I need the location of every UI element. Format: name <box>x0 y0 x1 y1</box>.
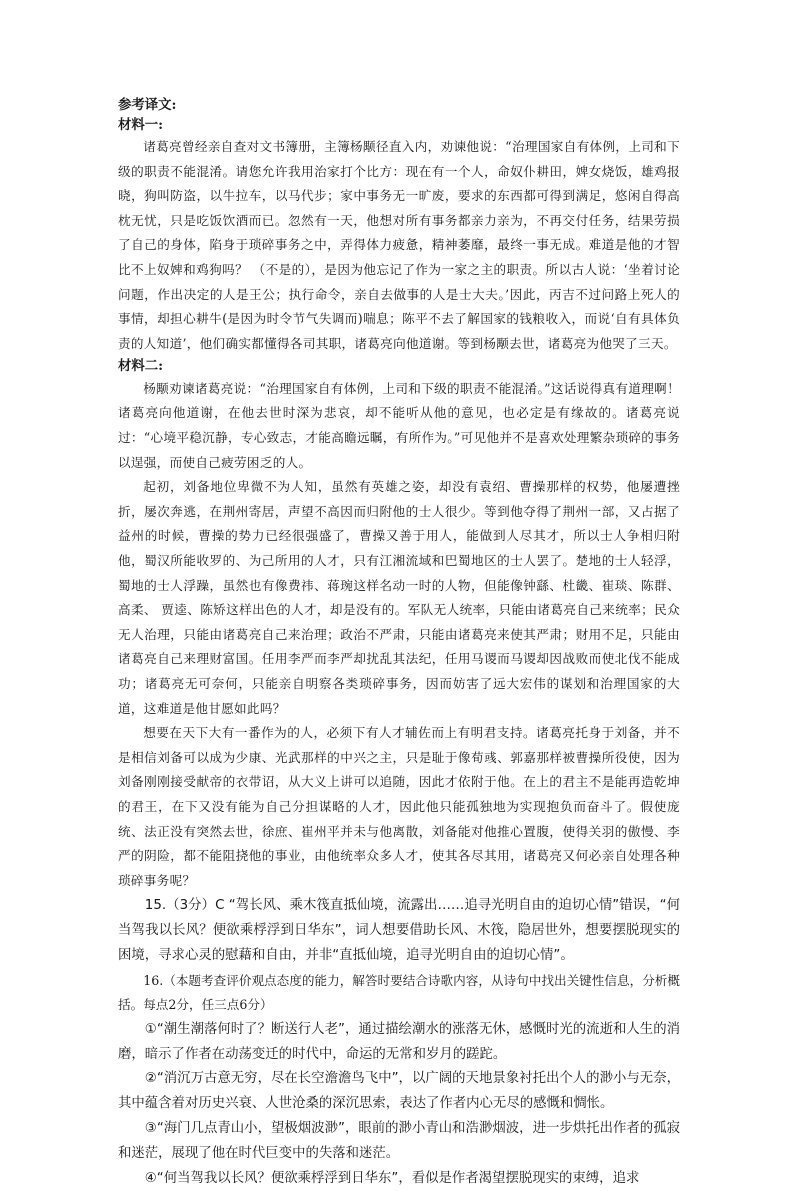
answer-16-point: ③“海门几点青山小，望极烟波渺”，眼前的渺小青山和浩渺烟波，进一步烘托出作者的孤寂和迷茫，展现了他在时代巨变中的失落和迷茫。 <box>118 1121 680 1161</box>
material-two-paragraph: 起初，刘备地位卑微不为人知，虽然有英雄之姿，却没有袁绍、曹操那样的权势，他屡遭挫折，屡次奔逃，在荆州寄居，声望不高因而归附他的士人很少。等到他夺得了荆州一部，又占据了益州的时候，曹操的势力已经很强盛了，曹操又善于用人，能做到人尽其才，所以士人争相归附他，蜀汉所能收罗的、为己所用的人才，只有江湘流域和巴蜀地区的士人罢了。楚地的士人轻浮，蜀地的士人浮躁，虽然也有像费祎、蒋琬这样名动一时的人物，但能像钟繇、杜畿、崔琰、陈群、 高柔、 贾逵、陈矫这样出色的人才，却是没有的。军队无人统率，只能由诸葛亮自己来统率；民众无人治理，只能由诸葛亮自己来治理；政治不严肃，只能由诸葛亮来使其严肃；财用不足，只能由诸葛亮自己来理财富国。任用李严而李严却扰乱其法纪，任用马谡而马谡却因战败而使北伐不能成功；诸葛亮无可奈何，只能亲自明察各类琐碎事务，因而妨害了远大宏伟的谋划和治理国家的大道，这难道是他甘愿如此吗？ <box>118 479 680 716</box>
answer-16-point: ④“何当驾我以长风？便欲乘桴浮到日华东”，看似是作者渴望摆脱现实的束缚，追求 <box>144 1170 640 1186</box>
material-two-title: 材料二: <box>118 358 164 375</box>
material-two-paragraph: 杨颙劝谏诸葛亮说：“治理国家自有体例，上司和下级的职责不能混淆。”这话说得真有道理啊！诸葛亮向他道谢，在他去世时深为悲哀，却不能听从他的意见，也必定是有缘故的。诸葛亮说过：“心境平稳沉静，专心致志，才能高瞻远瞩，有所作为。”可见他并不是喜欢处理繁杂琐碎的事务以逞强，而使自己疲劳困乏的人。 <box>118 380 680 470</box>
reference-translation-heading: 参考译文: <box>118 97 177 113</box>
material-one-paragraph: 诸葛亮曾经亲自查对文书簿册，主簿杨颙径直入内，劝谏他说：“治理国家自有体例，上司和下级的职责不能混淆。请您允许我用治家打个比方：现在有一个人，命奴仆耕田，婢女烧饭，雄鸡报晓，狗叫防盗，以牛拉车，以马代步；家中事务无一旷废，要求的东西都可得到满足，悠闲自得高枕无忧，只是吃饭饮酒而已。忽然有一天，他想对所有事务都亲力亲为，不再交付任务，结果劳损了自己的身体，陷身于琐碎事务之中，弄得体力疲惫，精神萎靡，最终一事无成。难道是他的才智比不上奴婢和鸡狗吗？ （不是的），是因为他忘记了作为一家之主的职责。所以古人说：‘坐着讨论问题，作出决定的人是王公；执行命令，亲自去做事的人是士大夫。’因此，丙吉不过问路上死人的事情，却担心耕牛(是因为时令节气失调而)喘息；陈平不去了解国家的钱粮收入，而说‘自有具体负责的人知道’，他们确实都懂得各司其职，诸葛亮向他道谢。等到杨颙去世，诸葛亮为他哭了三天。 <box>118 139 680 351</box>
material-one-title: 材料一: <box>118 116 164 133</box>
material-two-paragraph: 想要在天下大有一番作为的人，必须下有人才辅佐而上有明君支持。诸葛亮托身于刘备，并不是相信刘备可以成为少康、光武那样的中兴之主，只是耻于像荀彧、郭嘉那样被曹操所役使，因为刘备刚刚接受献帝的衣带诏，从大义上讲可以追随，因此才依附于他。在上的君主不是能再造乾坤的君王，在下又没有能为自己分担谋略的人才，因此他只能孤独地为实现抱负而奋斗了。假使庞统、法正没有突然去世，徐庶、崔州平并未与他离散，刘备能对他推心置腹，使得关羽的傲慢、李严的阴险，都不能阻挠他的事业，由他统率众多人才，使其各尽其用，诸葛亮又何必亲自处理各种琐碎事务呢？ <box>118 725 680 888</box>
answer-16-point: ②“消沉万古意无穷，尽在长空澹澹鸟飞中”，以广阔的天地景象衬托出个人的渺小与无奈，其中蕴含着对历史兴衰、人世沧桑的深沉思索，表达了作者内心无尽的感慨和惆怅。 <box>118 1071 680 1112</box>
answer-15: 15.（3分）C “驾长风、乘木筏直抵仙境，流露出……追寻光明自由的迫切心情”错误，“何当驾我以长风？便欲乘桴浮到日华东”，词人想要借助长风、木筏，隐居世外，想要摆脱现实的困境，寻求心灵的慰藉和自由，并非“直抵仙境，追寻光明自由的迫切心情”。 <box>118 898 680 963</box>
answer-16-note: 16.（本题考查评价观点态度的能力，解答时要结合诗歌内容，从诗句中找出关键性信息，分析概括。每点2分，任三点6分） <box>118 972 680 1013</box>
document-page <box>118 96 680 1191</box>
answer-16-point: ①“潮生潮落何时了？断送行人老”，通过描绘潮水的涨落无休，感慨时光的流逝和人生的消磨，暗示了作者在动荡变迁的时代中，命运的无常和岁月的蹉跎。 <box>118 1021 680 1062</box>
